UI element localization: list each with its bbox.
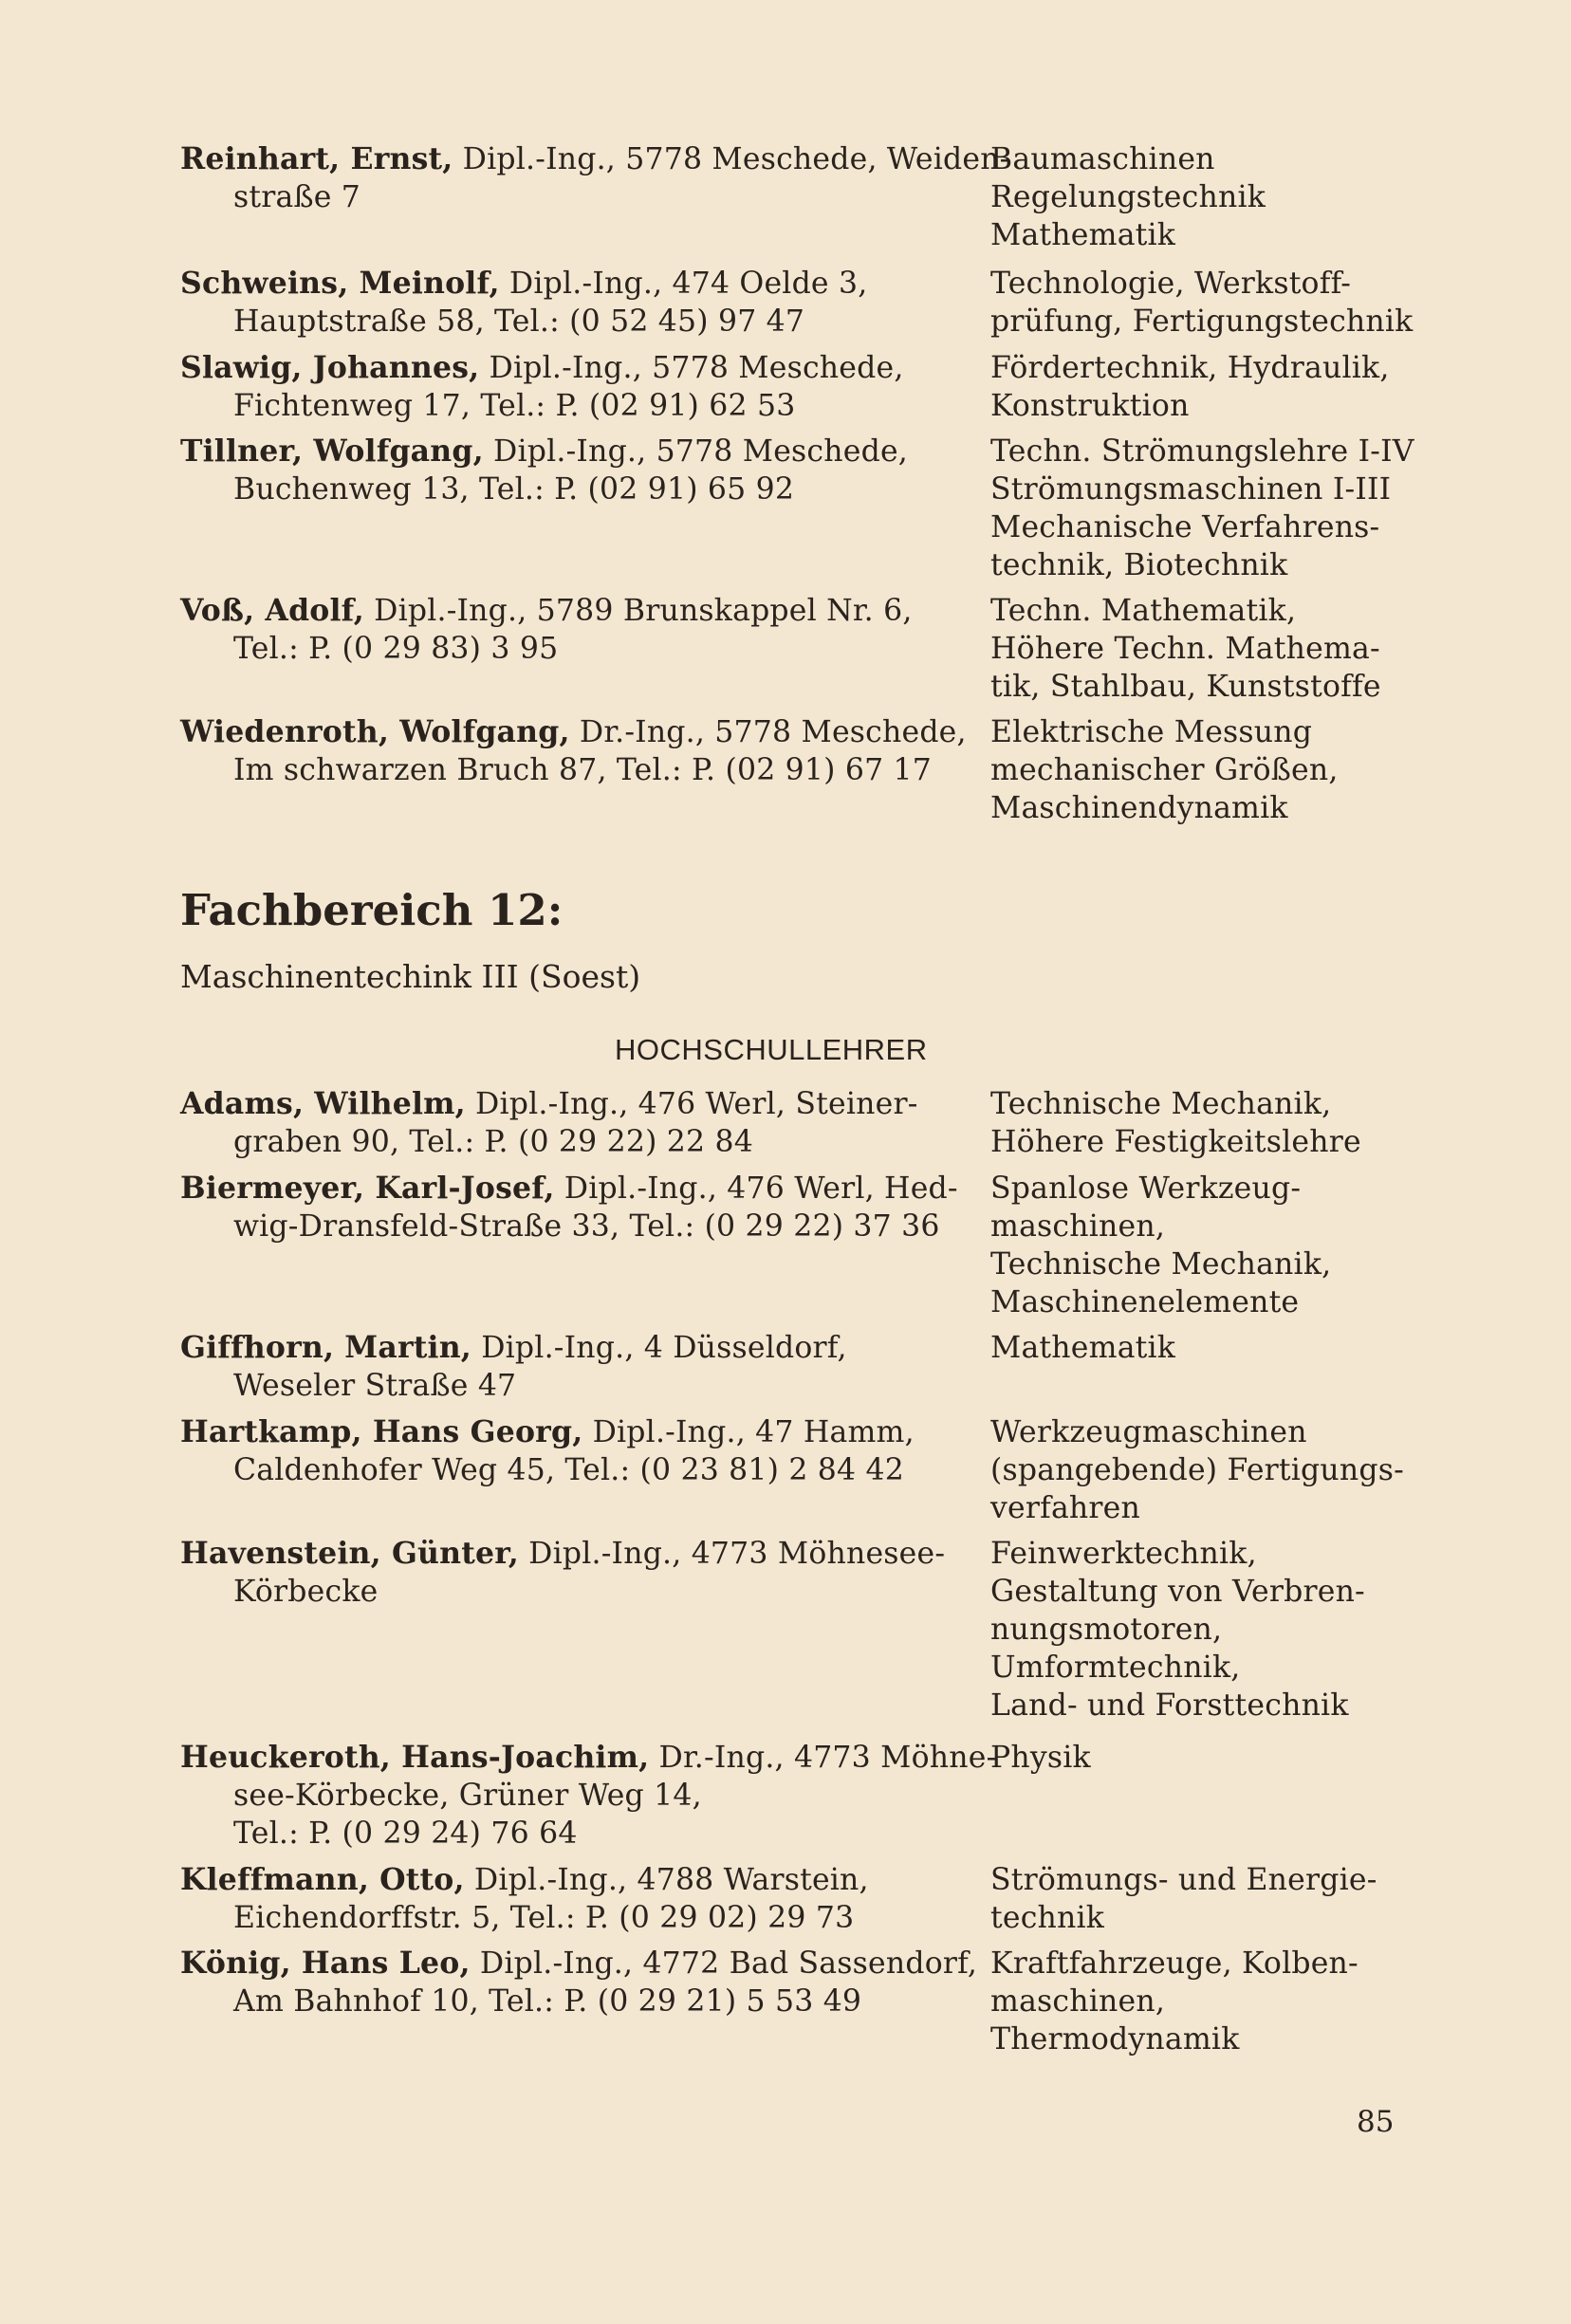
person-address: Im schwarzen Bruch 87, Tel.: P. (02 91) 67 17	[233, 753, 933, 787]
subject-line: Technische Mechanik,	[990, 1247, 1332, 1282]
subject-line: prüfung, Fertigungstechnik	[990, 304, 1414, 339]
subject-list	[990, 1413, 1408, 1527]
subject-list	[990, 1861, 1408, 1937]
person-name: Slawig, Johannes,	[180, 350, 480, 385]
person-info	[180, 1413, 953, 1489]
subject-line: Mathematik	[990, 218, 1176, 252]
section-label: HOCHSCHULLEHRER	[615, 1033, 928, 1066]
person-name: Hartkamp, Hans Georg,	[180, 1414, 583, 1449]
subject-line: Baumaschinen	[990, 142, 1215, 176]
person-details: Dipl.-Ing., 476 Werl, Hed-	[554, 1171, 958, 1206]
subject-list	[990, 433, 1414, 584]
subject-line: Techn. Strömungslehre I-IV	[990, 434, 1414, 469]
subject-line: Fördertechnik, Hydraulik,	[990, 351, 1390, 385]
subject-list	[990, 1085, 1408, 1161]
subject-line: Werkzeugmaschinen	[990, 1415, 1307, 1449]
person-info	[180, 713, 967, 789]
person-address: Fichtenweg 17, Tel.: P. (02 91) 62 53	[233, 389, 796, 423]
person-address: see-Körbecke, Grüner Weg 14,	[233, 1779, 702, 1813]
subject-line: Physik	[990, 1741, 1091, 1775]
subject-line: Maschinendynamik	[990, 791, 1288, 825]
person-details: Dipl.-Ing., 4 Düsseldorf,	[471, 1331, 847, 1365]
person-address: Tel.: P. (0 29 83) 3 95	[233, 632, 559, 666]
person-details: Dipl.-Ing., 47 Hamm,	[582, 1415, 915, 1449]
subject-line: Feinwerktechnik,	[990, 1537, 1257, 1571]
person-info	[180, 1170, 958, 1245]
subject-line: Mechanische Verfahrens-	[990, 510, 1380, 544]
person-phone: Tel.: P. (0 29 24) 76 64	[233, 1817, 578, 1851]
subject-line: Höhere Techn. Mathema-	[990, 632, 1380, 666]
person-info	[180, 592, 953, 668]
person-info	[180, 1739, 997, 1853]
person-info	[180, 349, 953, 425]
person-details: Dipl.-Ing., 4773 Möhnesee-	[518, 1537, 946, 1571]
person-details: Dipl.-Ing., 5778 Meschede, Weiden-	[453, 142, 1010, 176]
person-address: straße 7	[233, 180, 360, 214]
subject-list	[990, 713, 1408, 827]
person-details: Dipl.-Ing., 5778 Meschede,	[479, 351, 904, 385]
subject-line: Land- und Forsttechnik	[990, 1688, 1349, 1723]
subject-list	[990, 1535, 1408, 1725]
person-info	[180, 1535, 953, 1611]
person-info	[180, 1861, 953, 1937]
subject-line: Strömungs- und Energie-	[990, 1863, 1377, 1897]
subject-line: Konstruktion	[990, 389, 1190, 423]
person-info	[180, 1945, 978, 2020]
person-name: Heuckeroth, Hans-Joachim,	[180, 1740, 650, 1775]
person-info	[180, 1085, 953, 1161]
subject-list	[990, 1170, 1408, 1321]
person-name: Havenstein, Günter,	[180, 1536, 519, 1571]
subject-line: technik	[990, 1901, 1105, 1935]
person-address: wig-Dransfeld-Straße 33, Tel.: (0 29 22) 37 36	[233, 1209, 940, 1244]
person-name: Wiedenroth, Wolfgang,	[180, 714, 570, 749]
subject-line: Thermodynamik	[990, 2022, 1240, 2057]
subject-list	[990, 265, 1414, 341]
subject-line: tik, Stahlbau, Kunststoffe	[990, 670, 1381, 704]
subject-line: Gestaltung von Verbren-	[990, 1575, 1365, 1609]
subject-line: Höhere Festigkeitslehre	[990, 1125, 1361, 1159]
person-name: Giffhorn, Martin,	[180, 1330, 471, 1365]
subject-list	[990, 592, 1408, 706]
subject-line: Regelungstechnik	[990, 180, 1266, 214]
person-name: Kleffmann, Otto,	[180, 1862, 465, 1897]
person-address: Caldenhofer Weg 45, Tel.: (0 23 81) 2 84 42	[233, 1453, 904, 1487]
subject-list	[990, 140, 1408, 254]
person-details: Dipl.-Ing., 5778 Meschede,	[483, 434, 908, 469]
subject-list	[990, 1945, 1408, 2058]
section-subheading: Maschinentechink III (Soest)	[180, 958, 641, 995]
person-name: Schweins, Meinolf,	[180, 266, 500, 301]
person-details: Dr.-Ing., 5778 Meschede,	[569, 715, 967, 749]
subject-list	[990, 1739, 1408, 1777]
section-heading: Fachbereich 12:	[180, 885, 564, 935]
subject-line: Strömungsmaschinen I-III	[990, 472, 1392, 507]
subject-line: verfahren	[990, 1491, 1141, 1525]
subject-line: Maschinenelemente	[990, 1285, 1300, 1319]
person-address: Hauptstraße 58, Tel.: (0 52 45) 97 47	[233, 304, 805, 339]
subject-line: maschinen,	[990, 1209, 1166, 1244]
person-address: Buchenweg 13, Tel.: P. (02 91) 65 92	[233, 472, 795, 507]
subject-line: technik, Biotechnik	[990, 548, 1288, 582]
subject-line: Techn. Mathematik,	[990, 594, 1297, 628]
person-details: Dipl.-Ing., 5789 Brunskappel Nr. 6,	[363, 594, 913, 628]
subject-list	[990, 349, 1408, 425]
person-details: Dipl.-Ing., 474 Oelde 3,	[499, 267, 868, 301]
subject-line: Kraftfahrzeuge, Kolben-	[990, 1946, 1358, 1981]
subject-line: Technische Mechanik,	[990, 1087, 1332, 1121]
person-name: Reinhart, Ernst,	[180, 141, 453, 176]
person-details: Dr.-Ing., 4773 Möhne-	[649, 1741, 997, 1775]
person-info	[180, 433, 953, 508]
person-address: graben 90, Tel.: P. (0 29 22) 22 84	[233, 1125, 753, 1159]
subject-line: maschinen,	[990, 1984, 1166, 2019]
person-info	[180, 1329, 953, 1405]
person-address: Eichendorffstr. 5, Tel.: P. (0 29 02) 29 73	[233, 1901, 855, 1935]
person-address: Weseler Straße 47	[233, 1369, 517, 1403]
person-name: König, Hans Leo,	[180, 1946, 471, 1981]
person-details: Dipl.-Ing., 4788 Warstein,	[464, 1863, 869, 1897]
subject-list	[990, 1329, 1408, 1367]
subject-line: Mathematik	[990, 1331, 1176, 1365]
subject-line: Technologie, Werkstoff-	[990, 267, 1352, 301]
person-info	[180, 140, 1010, 216]
person-details: Dipl.-Ing., 476 Werl, Steiner-	[465, 1087, 918, 1121]
subject-line: Elektrische Messung	[990, 715, 1313, 749]
subject-line: Umformtechnik,	[990, 1651, 1241, 1685]
person-info	[180, 265, 953, 341]
person-name: Tillner, Wolfgang,	[180, 433, 484, 469]
person-name: Voß, Adolf,	[180, 593, 364, 628]
subject-line: nungsmotoren,	[990, 1613, 1223, 1647]
person-details: Dipl.-Ing., 4772 Bad Sassendorf,	[470, 1946, 978, 1981]
person-name: Adams, Wilhelm,	[180, 1086, 466, 1121]
page-number: 85	[1357, 2105, 1395, 2139]
person-name: Biermeyer, Karl-Josef,	[180, 1171, 555, 1206]
subject-line: (spangebende) Fertigungs-	[990, 1453, 1404, 1487]
person-address: Körbecke	[233, 1575, 379, 1609]
subject-line: Spanlose Werkzeug-	[990, 1171, 1302, 1206]
person-address: Am Bahnhof 10, Tel.: P. (0 29 21) 5 53 49	[233, 1984, 862, 2019]
subject-line: mechanischer Größen,	[990, 753, 1339, 787]
